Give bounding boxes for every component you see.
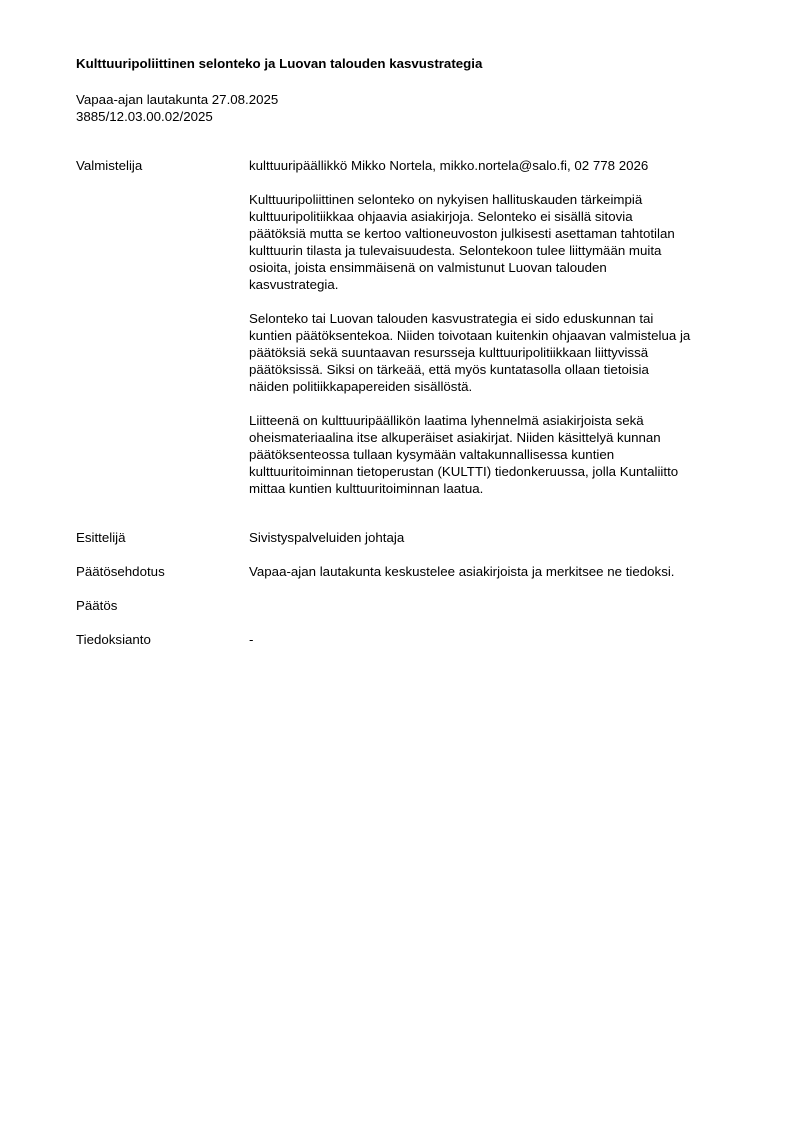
paragraph-line: kasvustrategia. [249,277,339,292]
paragraph-line: näiden politiikkapapereiden sisällöstä. [249,379,473,394]
paragraph-line: osioita, joista ensimmäisenä on valmistunut Luovan talouden [249,260,607,275]
paragraph-line: Kulttuuripoliittinen selonteko on nykyisen hallituskauden tärkeimpiä [249,192,643,207]
paragraph-3 [249,412,744,497]
paragraph-line: Liitteenä on kulttuuripäällikön laatima lyhennelmä asiakirjoista sekä [249,413,644,428]
presenter-label: Esittelijä [76,530,126,545]
notification-label: Tiedoksianto [76,632,151,647]
paragraph-line: Selonteko tai Luovan talouden kasvustrategia ei sido eduskunnan tai [249,311,654,326]
notification-value: - [249,632,254,647]
record-number: 3885/12.03.00.02/2025 [76,109,213,124]
paragraph-1 [249,191,744,293]
paragraph-line: päätöksissä. Siksi on tärkeää, että myös kuntatasolla ollaan tietoisia [249,362,649,377]
paragraph-line: kuntien päätöksentekoa. Niiden toivotaan kuitenkin ohjaavan valmistelua ja [249,328,691,343]
document-title: Kulttuuripoliittinen selonteko ja Luovan talouden kasvustrategia [76,56,483,71]
paragraph-line: kulttuuritoiminnan tietoperustan (KULTTI) tiedonkeruussa, jolla Kuntaliitto [249,464,679,479]
presenter-value: Sivistyspalveluiden johtaja [249,530,405,545]
preparer-name: kulttuuripäällikkö Mikko Nortela, mikko.nortela@salo.fi, 02 778 2026 [249,158,649,173]
meeting-line: Vapaa-ajan lautakunta 27.08.2025 [76,92,279,107]
preparer-label: Valmistelija [76,158,143,173]
paragraph-line: päätöksenteossa tullaan kysymään valtakunnallisessa kuntien [249,447,615,462]
paragraph-line: päätöksiä sekä suuntaavan resursseja kulttuuripolitiikkaan liittyvissä [249,345,649,360]
decision-label: Päätös [76,598,118,613]
paragraph-line: kulttuuripolitiikkaa ohjaavia asiakirjoja. Selonteko ei sisällä sitovia [249,209,633,224]
paragraph-line: mittaa kuntien kulttuuritoiminnan laatua. [249,481,484,496]
paragraph-2 [249,310,744,395]
paragraph-line: kulttuurin tilasta ja tulevaisuudesta. Selontekoon tulee liittymään muita [249,243,662,258]
preparer-section [249,157,744,497]
paragraph-line: oheismateriaalina itse alkuperäiset asiakirjat. Niiden käsittelyä kunnan [249,430,661,445]
proposal-value: Vapaa-ajan lautakunta keskustelee asiakirjoista ja merkitsee ne tiedoksi. [249,564,675,579]
paragraph-line: päätöksiä mutta se kertoo valtioneuvoston julkisesti asettaman tahtotilan [249,226,675,241]
proposal-label: Päätösehdotus [76,564,165,579]
